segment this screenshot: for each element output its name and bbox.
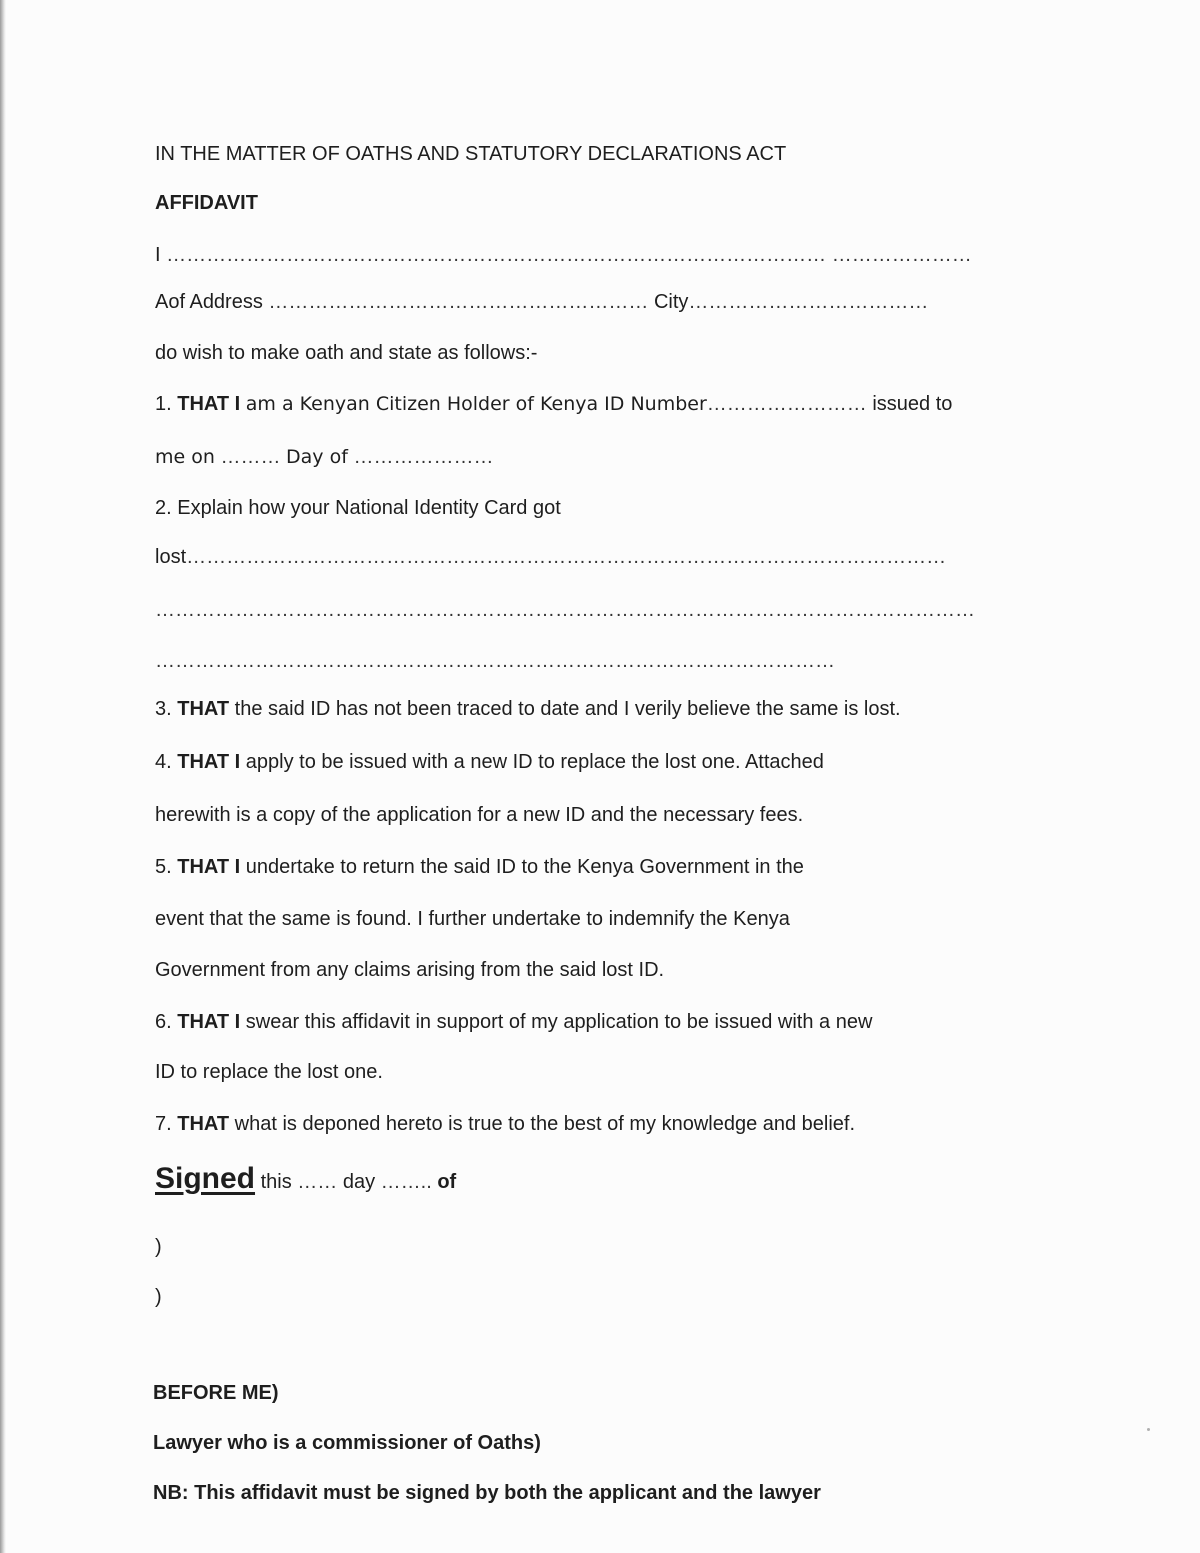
city-blank: ………………………………	[688, 291, 929, 313]
clause-5-number: 5.	[155, 856, 172, 878]
title-text: AFFIDAVIT	[155, 192, 258, 214]
clause-2-blank-line-3	[155, 648, 835, 674]
before-me-line	[153, 1380, 279, 1406]
nb-line	[153, 1480, 821, 1506]
day-blank: ………	[220, 446, 281, 468]
clause-3-number: 3.	[155, 698, 172, 720]
name-prefix: I	[155, 244, 161, 266]
lost-label: lost	[155, 546, 187, 568]
clause-6-text-2: ID to replace the lost one.	[155, 1061, 383, 1083]
clause-2-blank-line-2	[155, 597, 975, 623]
address-blank: …………………………………………………	[268, 291, 649, 313]
clause-5-line-3	[155, 957, 664, 983]
name-blank: ………………………………………………………………………………………	[166, 244, 827, 266]
signature-line	[155, 1162, 456, 1199]
clause-7-keyword: THAT	[177, 1113, 230, 1135]
lost-blank-1: ……………………………………………………………………………………………………	[186, 546, 947, 568]
intro-text: do wish to make oath and state as follows:-	[155, 342, 538, 364]
name-line	[155, 242, 972, 268]
clause-7-text: what is deponed hereto is true to the best of my knowledge and belief.	[234, 1113, 856, 1135]
clause-5-text-2: event that the same is found. I further undertake to indemnify the Kenya	[155, 908, 790, 930]
clause-5-keyword: THAT I	[177, 856, 241, 878]
lawyer-text: Lawyer who is a commissioner of Oaths)	[153, 1432, 541, 1454]
clause-4-keyword: THAT I	[177, 751, 241, 773]
intro-line	[155, 340, 537, 366]
clause-5-line-2	[155, 906, 790, 932]
before-me-text: BEFORE ME)	[153, 1382, 279, 1404]
lawyer-line	[153, 1430, 541, 1456]
clause-4-line-1	[155, 749, 824, 775]
address-line	[155, 289, 928, 315]
clause-2-line	[155, 495, 561, 521]
clause-1-line-1	[155, 391, 952, 417]
clause-2-lost-line	[155, 544, 946, 570]
signed-day: day	[342, 1171, 376, 1193]
signed-heading: Signed	[155, 1162, 256, 1195]
scan-edge	[0, 0, 6, 1553]
clause-1-day-of: Day of	[286, 446, 348, 468]
month-blank: …………………	[353, 446, 494, 468]
clause-1-line-2	[155, 444, 493, 470]
clause-2-text: 2. Explain how your National Identity Card got	[155, 497, 561, 519]
clause-6-keyword: THAT I	[177, 1011, 241, 1033]
clause-4-number: 4.	[155, 751, 172, 773]
clause-1-text: am a Kenyan Citizen Holder of Kenya ID Number	[245, 393, 707, 415]
clause-1-number: 1.	[155, 393, 172, 415]
clause-1-keyword: THAT I	[177, 393, 241, 415]
clause-4-text: apply to be issued with a new ID to replace the lost one. Attached	[245, 751, 824, 773]
name-blank-2: …………………	[831, 244, 972, 266]
clause-1-me-on: me on	[155, 446, 215, 468]
clause-3-line	[155, 696, 901, 722]
paren-2: )	[155, 1286, 162, 1308]
clause-1-issued: issued to	[872, 393, 953, 415]
signed-of: of	[437, 1171, 457, 1193]
signed-this: this	[260, 1171, 292, 1193]
clause-5-line-1	[155, 854, 804, 880]
scan-speck	[1147, 1428, 1150, 1431]
header-line	[155, 141, 786, 167]
signature-paren-1	[155, 1234, 162, 1260]
clause-6-line-2	[155, 1059, 383, 1085]
header-text: IN THE MATTER OF OATHS AND STATUTORY DECLARATIONS ACT	[155, 143, 787, 165]
clause-7-number: 7.	[155, 1113, 172, 1135]
clause-7-line	[155, 1111, 855, 1137]
id-number-blank: ……………………	[706, 393, 867, 415]
nb-text: NB: This affidavit must be signed by both the applicant and the lawyer	[153, 1482, 821, 1504]
document-title	[155, 190, 258, 216]
clause-3-text: the said ID has not been traced to date and I verily believe the same is lost.	[234, 698, 901, 720]
clause-4-line-2	[155, 802, 803, 828]
clause-4-text-2: herewith is a copy of the application for a new ID and the necessary fees.	[155, 804, 804, 826]
clause-5-text-3: Government from any claims arising from the said lost ID.	[155, 959, 665, 981]
clause-3-keyword: THAT	[177, 698, 230, 720]
paren-1: )	[155, 1236, 162, 1258]
signature-paren-2	[155, 1284, 162, 1310]
address-label: Aof Address	[155, 291, 263, 313]
clause-6-text: swear this affidavit in support of my application to be issued with a new	[245, 1011, 873, 1033]
clause-6-number: 6.	[155, 1011, 172, 1033]
clause-5-text: undertake to return the said ID to the Kenya Government in the	[245, 856, 804, 878]
city-label: City	[653, 291, 689, 313]
lost-blank-3: …………………………………………………………………………………………	[155, 650, 835, 672]
lost-blank-2: ……………………………………………………………………………………………………………	[155, 599, 975, 621]
signed-day-blank: ……	[297, 1171, 338, 1193]
clause-6-line-1	[155, 1009, 872, 1035]
signed-month-blank: ……..	[380, 1171, 432, 1193]
